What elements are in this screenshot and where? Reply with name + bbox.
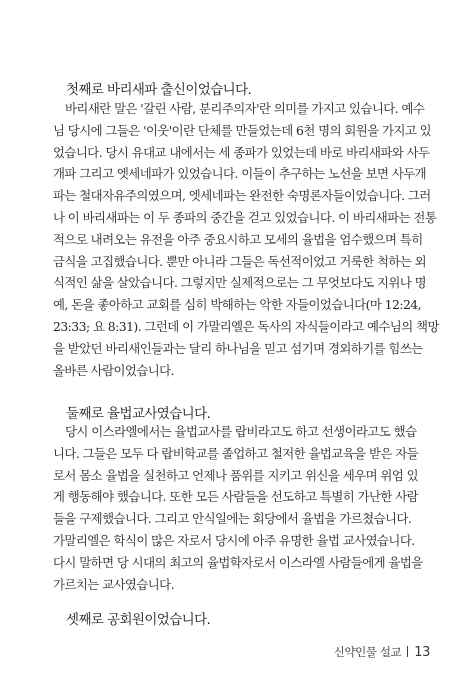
text-line: 로서 몸소 율법을 실천하고 언제나 품위를 지키고 위신을 세우며 위엄 있 xyxy=(53,467,419,483)
section-heading-1: 첫째로 바리새파 출신이었습니다. xyxy=(66,82,252,98)
page-number: 13 xyxy=(414,645,430,660)
page-footer xyxy=(334,644,430,660)
section-heading-3: 셋째로 공회원이었습니다. xyxy=(66,612,211,628)
text-line: 파는 철대자유주의였으며, 엣세네파는 완전한 숙명론자들이었습니다. 그러 xyxy=(53,188,431,204)
text-line: 적으로 내려오는 유전을 아주 중요시하고 모세의 율법을 엄수했으며 특히 xyxy=(53,231,423,247)
text-line: 개파 그리고 엣세네파가 있었습니다. 이들이 추구하는 노선을 보면 사두개 xyxy=(53,166,427,182)
text-line: 가르치는 교사였습니다. xyxy=(53,576,174,592)
book-title: 신약인물 설교 xyxy=(333,645,402,659)
text-line: 니다. 그들은 모두 다 랍비학교를 졸업하고 철저한 율법교육을 받은 자들 xyxy=(53,445,419,461)
paragraph-1 xyxy=(53,98,439,381)
section-heading-2: 둘째로 율법교사였습니다. xyxy=(66,406,211,422)
text-line: 을 받았던 바리새인들과는 달리 하나님을 믿고 섬기며 경외하기를 힘쓰는 xyxy=(53,340,423,356)
text-line: 님 당시에 그들은 '이웃'이란 단체를 만들었는데 6천 명의 회원을 가지고 있 xyxy=(53,122,432,138)
text-line: 예, 돈을 좋아하고 교회를 심히 박해하는 악한 자들이었습니다(마 12:24, xyxy=(53,297,422,313)
text-line: 올바른 사람이었습니다. xyxy=(53,362,174,378)
text-line: 23:33; 요 8:31). 그런데 이 가말리엘은 독사의 자식들이라고 예수님의 책망 xyxy=(53,318,439,334)
text-line: 들을 구제했습니다. 그리고 안식일에는 회당에서 율법을 가르쳤습니다. xyxy=(53,511,412,527)
text-line: 다시 말하면 당 시대의 최고의 율법학자로서 이스라엘 사람들에게 율법을 xyxy=(53,554,423,570)
text-line: 당시 이스라엘에서는 율법교사를 랍비라고도 하고 선생이라고도 했습 xyxy=(65,424,417,439)
text-line: 었습니다. 당시 유대교 내에서는 세 종파가 있었는데 바로 바리새파와 사두 xyxy=(53,144,430,160)
paragraph-2 xyxy=(53,421,423,595)
text-line: 게 행동해야 했습니다. 또한 모든 사람들을 선도하고 특별히 가난한 사람 xyxy=(53,489,419,505)
text-line: 나 이 바리새파는 이 두 종파의 중간을 걷고 있었습니다. 이 바리새파는 전통 xyxy=(53,209,437,225)
text-line: 가말리엘은 학식이 많은 자로서 당시에 아주 유명한 율법 교사였습니다. xyxy=(53,532,415,548)
text-line: 바리새란 말은 '갈린 사람, 분리주의자'란 의미를 가지고 있습니다. 예수 xyxy=(65,101,425,116)
text-line: 식적인 삶을 살았습니다. 그렇지만 실제적으로는 그 무엇보다도 지위나 명 xyxy=(53,275,427,291)
footer-divider xyxy=(407,646,408,657)
text-line: 금식을 고집했습니다. 뿐만 아니라 그들은 독선적이었고 거룩한 척하는 외 xyxy=(53,253,427,269)
